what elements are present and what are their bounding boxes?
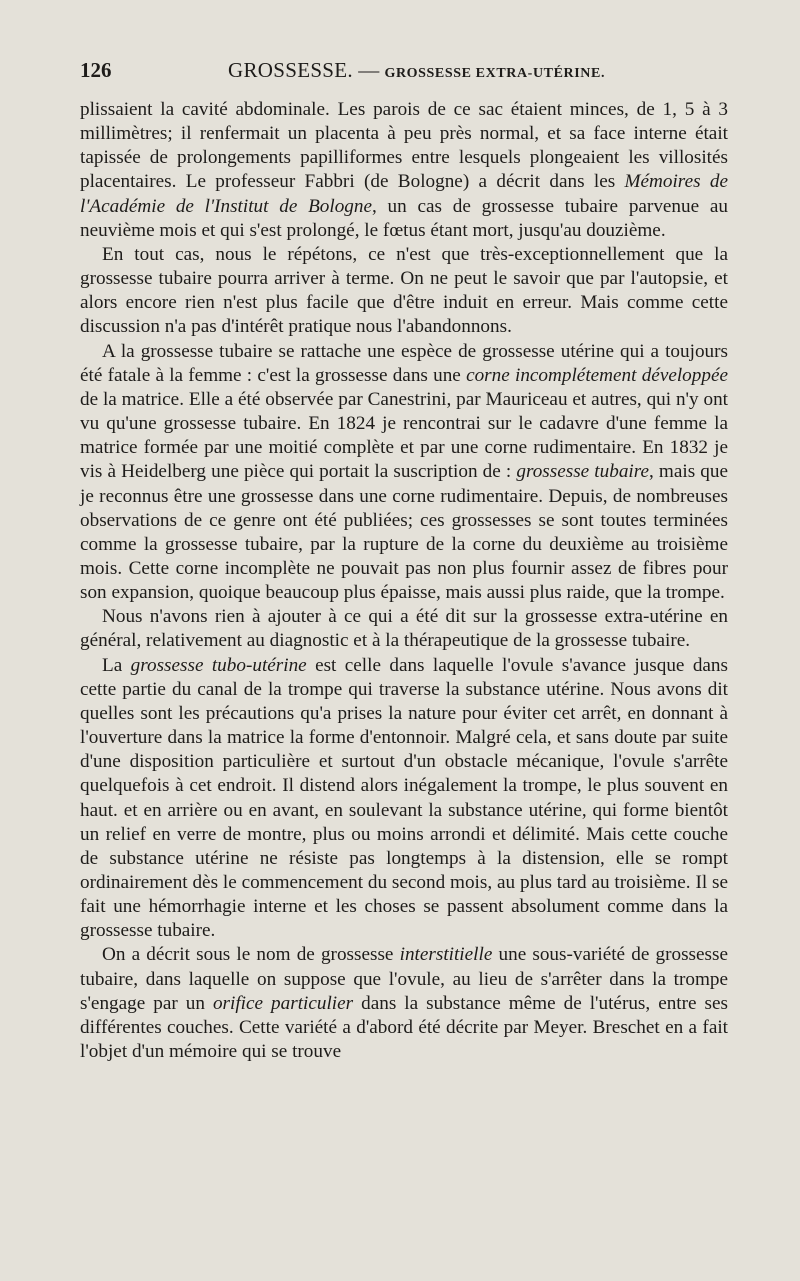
running-separator: — xyxy=(358,58,380,82)
paragraph xyxy=(80,98,728,243)
body-text xyxy=(80,98,728,1064)
text-run: La xyxy=(102,654,131,676)
text-run: A la grossesse tubaire se rattache une espèce de grossesse utérine qui a toujours été fatale à la femme : c'est la grossesse dans une xyxy=(80,340,728,386)
paragraph xyxy=(80,243,728,340)
italic-text: grossesse tubaire xyxy=(516,461,650,483)
italic-text: grossesse tubo-utérine xyxy=(130,654,307,676)
italic-text: interstitielle xyxy=(399,944,493,966)
italic-text: Mémoires de l'Académie de l'Institut de Bologne xyxy=(80,171,728,217)
paragraph xyxy=(80,654,728,944)
text-run: , mais que je reconnus être une grossesse dans une corne rudimentaire. Depuis, de nombreuses observations de ce genre ont été publiées; ces grossesses se sont toutes terminées comme la grossesse tubaire, par la rupture de la corne du deuxième au troisième mois. Cette corne incomplète ne pouvait pas non plus fournir assez de fibres pour son expansion, quoique beaucoup plus épaisse, mais aussi plus raide, que la trompe. xyxy=(80,461,728,604)
text-run: est celle dans laquelle l'ovule s'avance jusque dans cette partie du canal de la trompe qui traverse la substance utérine. Nous avons dit quelles sont les précautions qu'a prises la nature pour éviter cet arrêt, en donnant à l'ouverture dans la matrice la forme d'entonnoir. Malgré cela, et sans doute par suite d'une disposition particulière et surtout d'un obstacle mécanique, l'ovule s'arrête quelquefois à cet endroit. Il distend alors inégalement la trompe, le plus souvent en haut. et en arrière ou en avant, en soulevant la substance utérine, qui forme bientôt un relief en verre de montre, plus ou moins arrondi et délimité. Mais cette couche de substance utérine ne résiste pas longtemps à la distension, elle se rompt ordinairement dès le commencement du second mois, au plus tard au troisième. Il se fait une hémorrhagie interne et les choses se passent absolument comme dans la grossesse tubaire. xyxy=(80,654,728,942)
text-run: une sous-variété de grossesse tubaire, dans laquelle on suppose que l'ovule, au lieu de s'arrêter dans la trompe s'engage par un xyxy=(80,944,728,1014)
italic-text: orifice particulier xyxy=(212,992,354,1014)
page-number: 126 xyxy=(80,58,112,82)
text-run: En tout cas, nous le répétons, ce n'est que très-exceptionnellement que la grossesse tubaire pourra arriver à terme. On ne peut le savoir que par l'autopsie, et alors encore rien n'est plus facile que d'être induit en erreur. Mais comme cette discussion n'a pas d'intérêt pratique nous l'abandonnons. xyxy=(80,243,728,338)
text-run: On a décrit sous le nom de grossesse xyxy=(102,944,400,966)
running-header xyxy=(80,58,728,86)
text-run: plissaient la cavité abdominale. Les parois de ce sac étaient minces, de 1, 5 à 3 millimètres; il renfermait un placenta à peu près normal, et sa face interne était tapissée de prolongements papilliformes entre lesquels plongeaient les villosités placentaires. Le professeur Fabbri (de Bologne) a décrit dans les xyxy=(80,99,728,193)
text-run: de la matrice. Elle a été observée par Canestrini, par Mauriceau et autres, qui n'y ont vu qu'une grossesse tubaire. En 1824 je rencontrai sur le cadavre d'une femme la matrice formée par une moitié complète et par une corne rudimentaire. En 1832 je vis à Heidelberg une pièce qui portait la suscription de : xyxy=(80,388,728,483)
running-subtitle: GROSSESSE EXTRA-UTÉRINE. xyxy=(384,66,606,81)
text-run: dans la substance même de l'utérus, entre ses différentes couches. Cette variété a d'abord été décrite par Meyer. Breschet en a fait l'objet d'un mémoire qui se trouve xyxy=(80,992,728,1063)
italic-text: corne incomplétement développée xyxy=(466,364,728,386)
paragraph xyxy=(80,340,728,606)
paragraph xyxy=(80,605,728,653)
running-title: GROSSESSE. xyxy=(228,58,353,82)
paragraph xyxy=(80,943,728,1064)
text-run: , un cas de grossesse tubaire parvenue au neuvième mois et qui s'est prolongé, le fœtus étant mort, jusqu'au douzième. xyxy=(80,195,728,241)
text-run: Nous n'avons rien à ajouter à ce qui a été dit sur la grossesse extra-utérine en général, relativement au diagnostic et à la thérapeutique de la grossesse tubaire. xyxy=(80,606,728,652)
